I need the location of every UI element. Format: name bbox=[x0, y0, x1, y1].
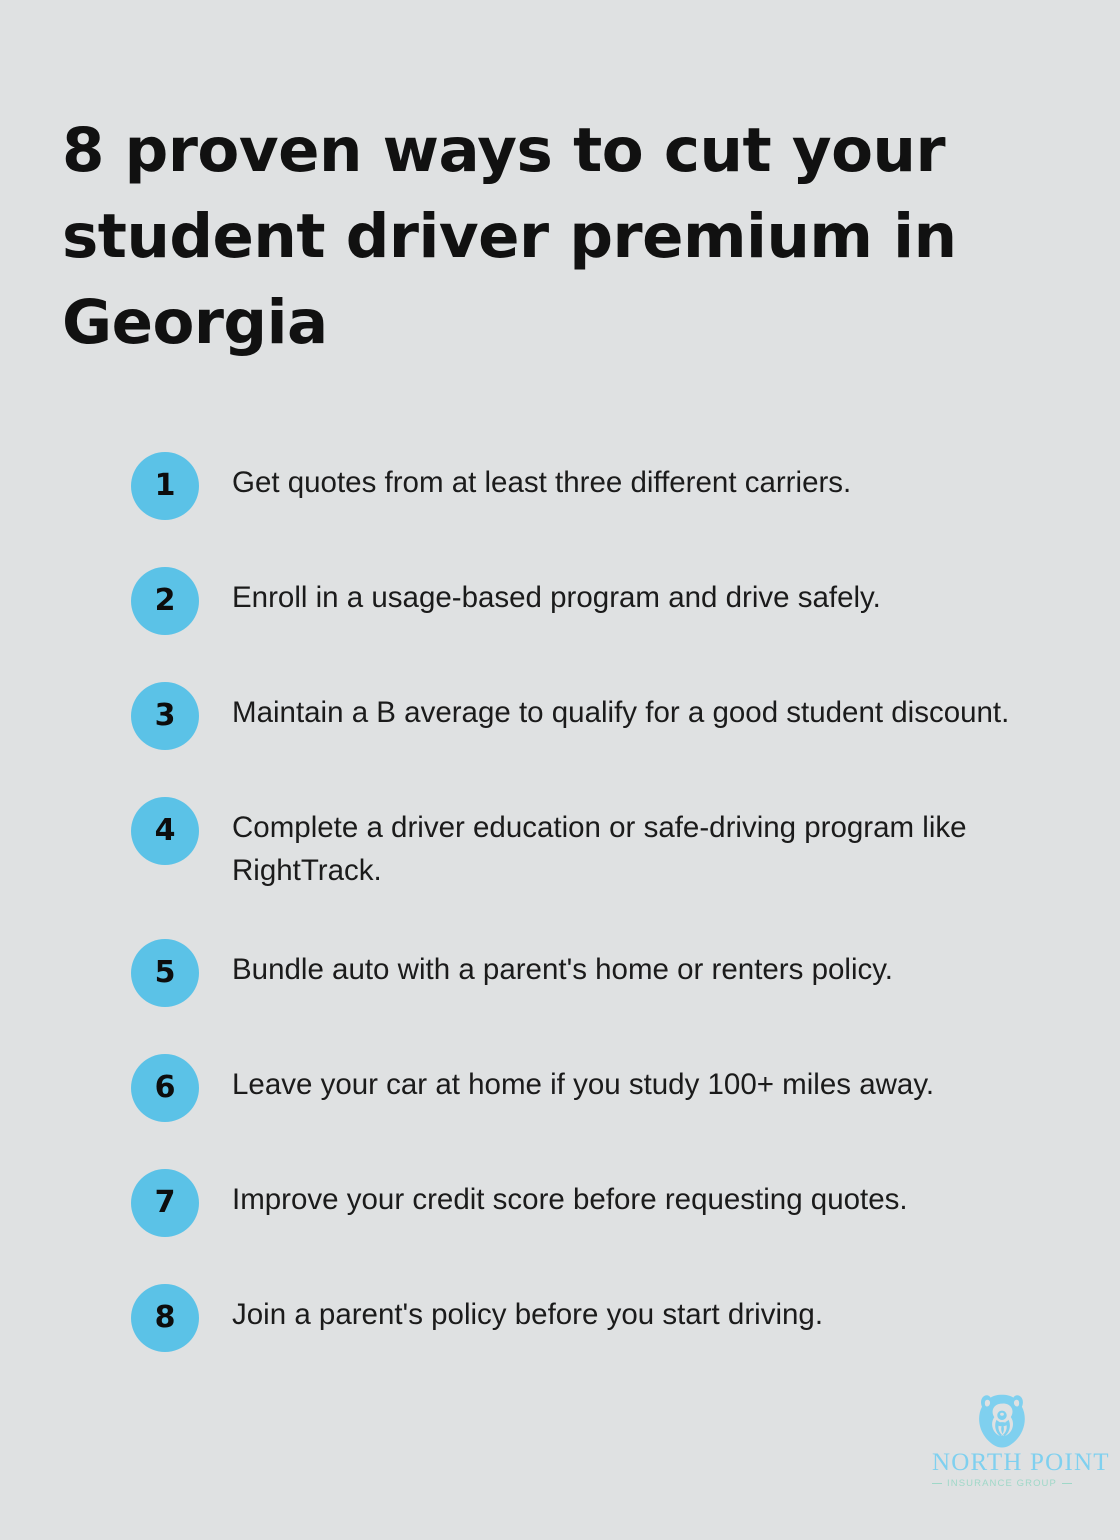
list-item bbox=[131, 1050, 1041, 1122]
list-item bbox=[131, 563, 1041, 635]
tip-number-badge: 4 bbox=[131, 797, 199, 865]
list-item bbox=[131, 448, 1041, 520]
tip-text: Improve your credit score before requesting quotes. bbox=[232, 1183, 908, 1216]
list-item bbox=[131, 1165, 1041, 1237]
list-item bbox=[131, 935, 1041, 1007]
tip-text: Enroll in a usage-based program and drive safely. bbox=[232, 581, 881, 614]
tip-text: Join a parent's policy before you start driving. bbox=[232, 1298, 824, 1331]
list-item bbox=[131, 1280, 1041, 1352]
logo-company-name: NORTH POINT bbox=[932, 1449, 1110, 1476]
list-item bbox=[131, 793, 1041, 892]
tip-text: Bundle auto with a parent's home or renters policy. bbox=[232, 953, 893, 986]
tip-number-badge: 7 bbox=[131, 1169, 199, 1237]
list-item bbox=[131, 678, 1041, 750]
tip-text: Leave your car at home if you study 100+ miles away. bbox=[232, 1068, 935, 1101]
tip-number-badge: 2 bbox=[131, 567, 199, 635]
page-title: 8 proven ways to cut your student driver premium in Georgia bbox=[62, 115, 957, 358]
tip-text: Get quotes from at least three different carriers. bbox=[232, 466, 852, 499]
tip-number-badge: 1 bbox=[131, 452, 199, 520]
logo-rule-right-icon bbox=[1062, 1483, 1072, 1484]
tip-number-badge: 6 bbox=[131, 1054, 199, 1122]
logo-tagline: INSURANCE GROUP bbox=[947, 1478, 1057, 1489]
tip-number-badge: 3 bbox=[131, 682, 199, 750]
tip-text: Complete a driver education or safe-driving program like RightTrack. bbox=[232, 811, 967, 887]
bear-head-icon bbox=[971, 1392, 1033, 1448]
tips-list bbox=[131, 448, 1041, 1352]
logo-tagline-row bbox=[932, 1478, 1072, 1489]
tip-text: Maintain a B average to qualify for a good student discount. bbox=[232, 696, 1010, 729]
tip-number-badge: 8 bbox=[131, 1284, 199, 1352]
tip-number-badge: 5 bbox=[131, 939, 199, 1007]
logo-rule-left-icon bbox=[932, 1483, 942, 1484]
brand-logo bbox=[932, 1392, 1110, 1489]
